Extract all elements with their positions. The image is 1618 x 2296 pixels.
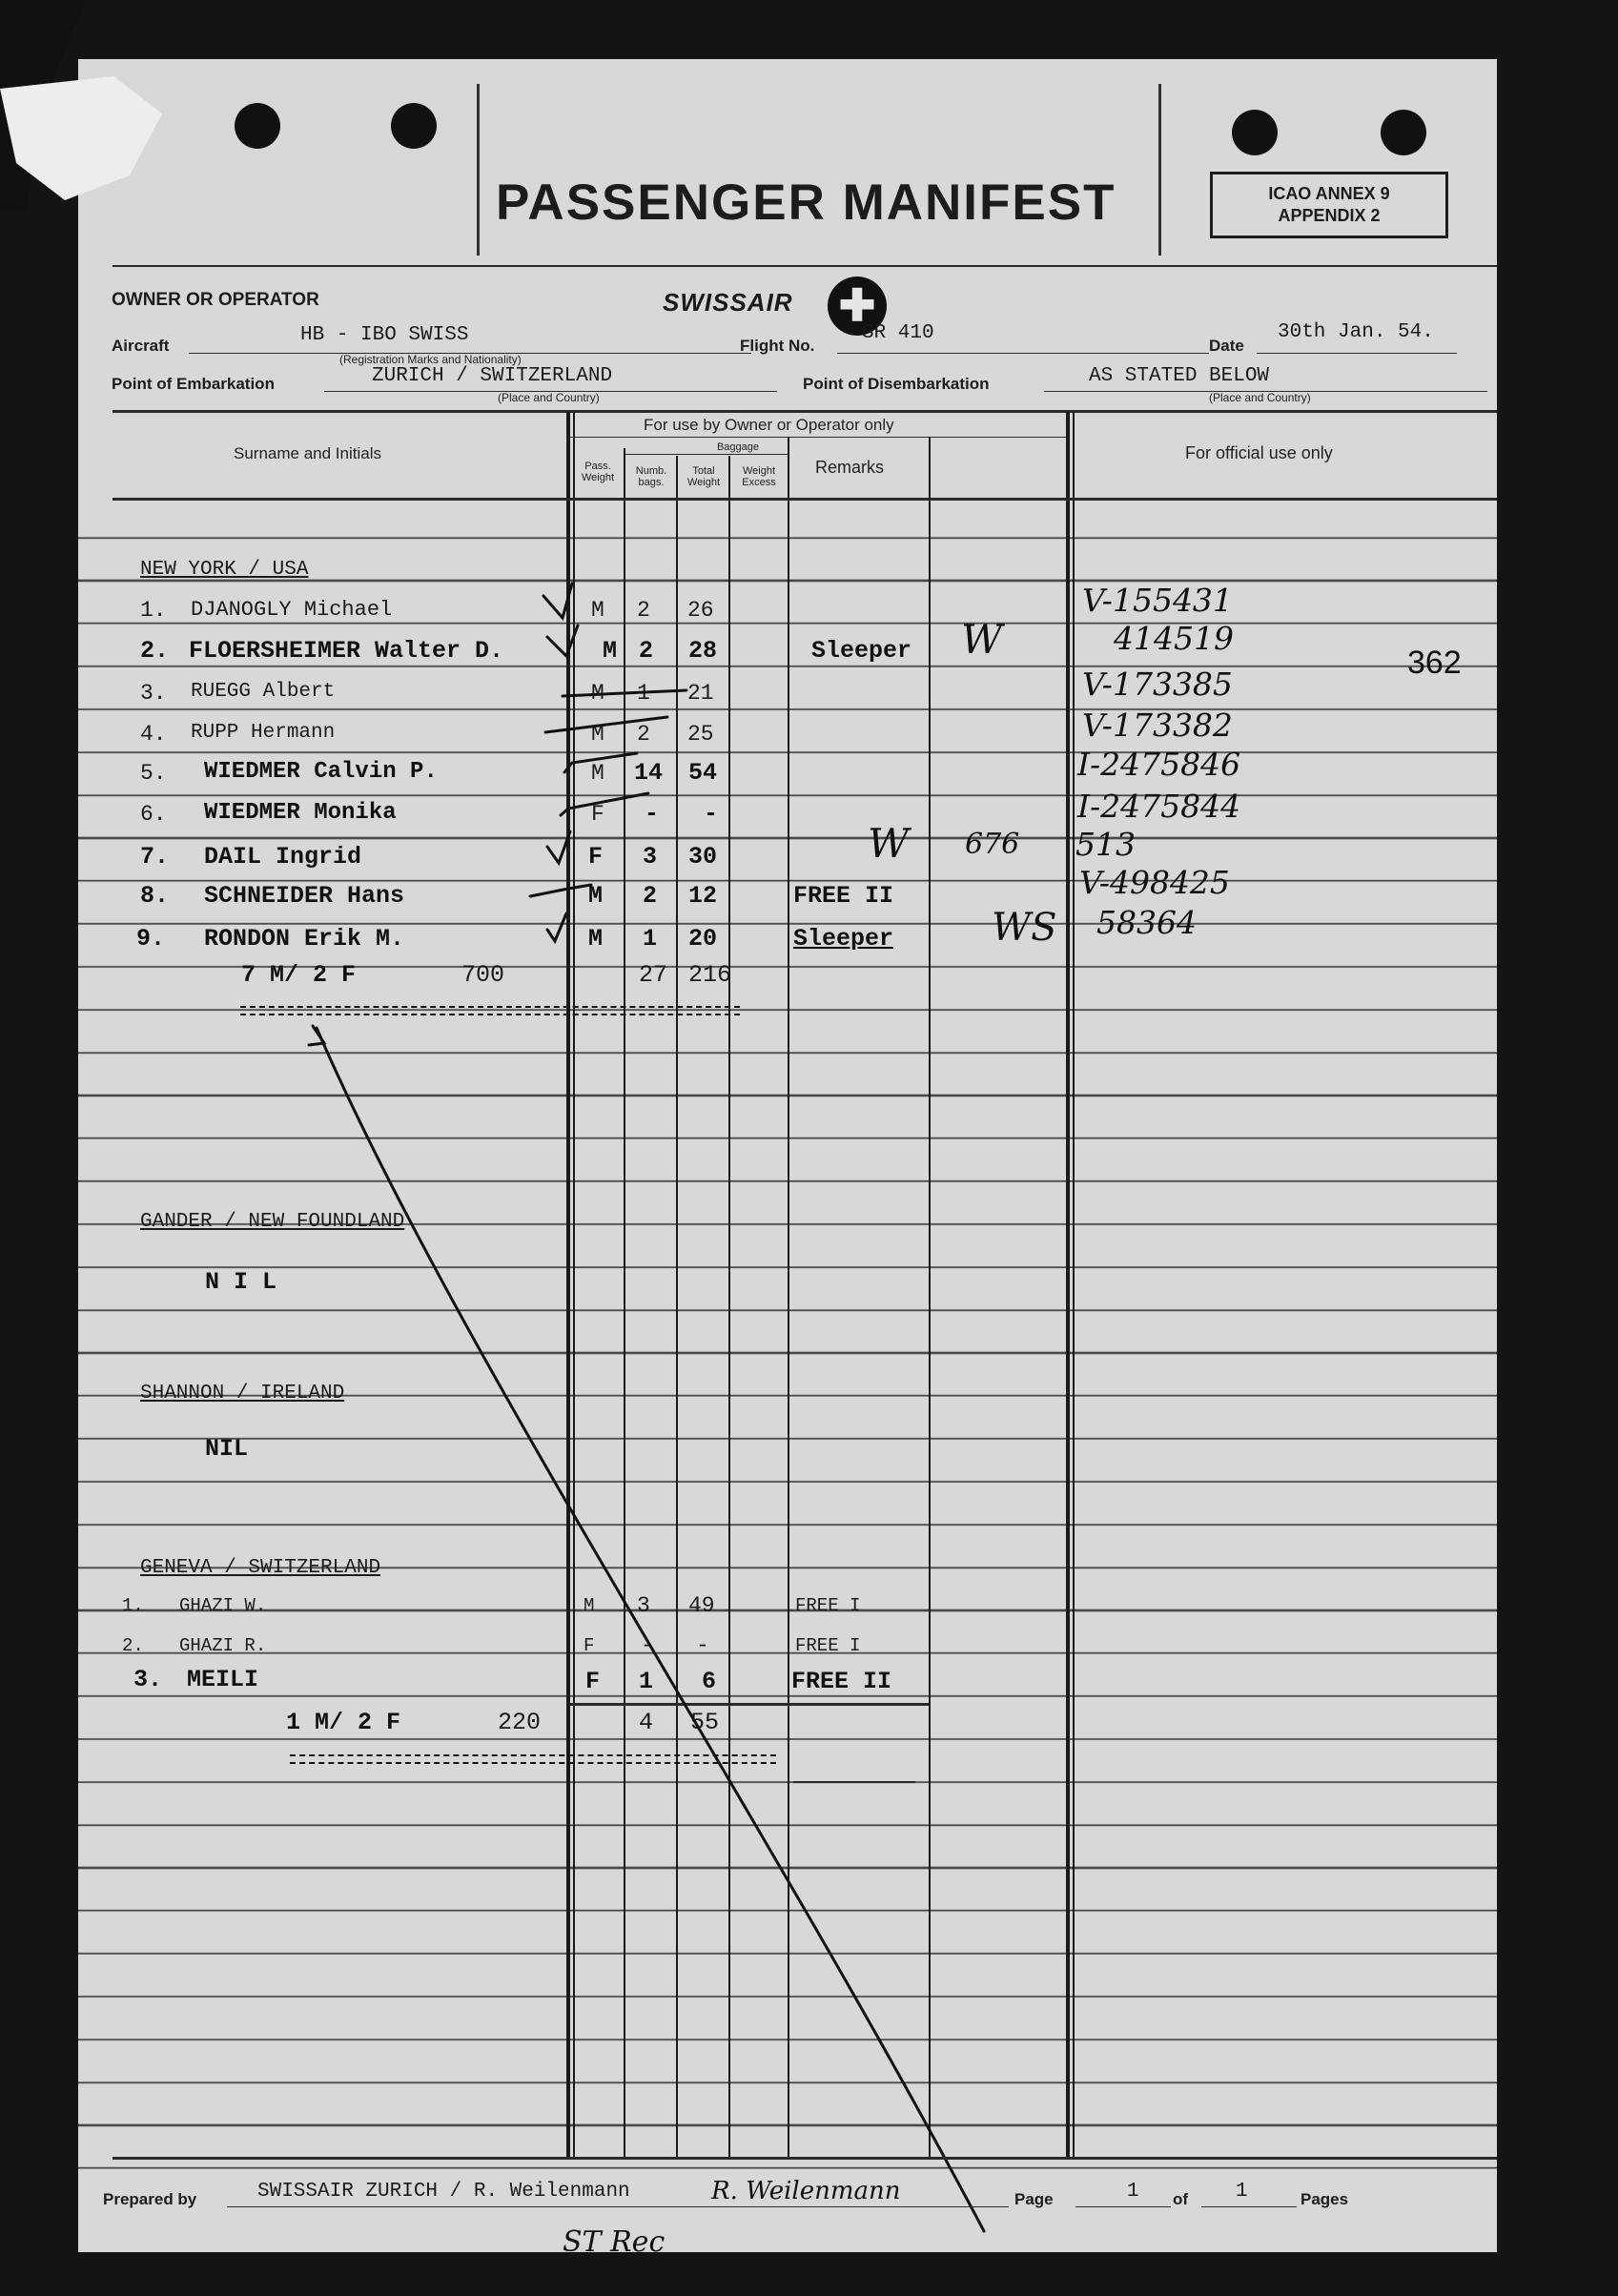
disembarkation-label: Point of Disembarkation — [803, 375, 990, 393]
embarkation-value: ZURICH / SWITZERLAND — [372, 365, 613, 387]
passenger-name: FLOERSHEIMER Walter D. — [189, 637, 504, 665]
total-pass-weight: 220 — [498, 1709, 542, 1736]
tick-mark — [543, 584, 572, 618]
remarks: FREE I — [795, 1635, 861, 1656]
bags-count: 3 — [637, 1593, 650, 1618]
passenger-name: RUPP Hermann — [191, 722, 336, 744]
of-label: of — [1173, 2190, 1189, 2208]
registration-note: (Registration Marks and Nationality) — [339, 353, 522, 366]
bags-weight: 25 — [687, 722, 714, 747]
initials-mark: W — [868, 820, 910, 867]
remarks: FREE II — [791, 1668, 892, 1695]
footer-top-rule — [113, 2157, 1497, 2160]
prepared-by-label: Prepared by — [103, 2190, 197, 2208]
swissair-logo-text: SWISSAIR — [663, 288, 793, 317]
passenger-name: GHAZI W. — [179, 1595, 267, 1616]
page-underline — [1075, 2206, 1171, 2207]
prepared-by-underline — [227, 2206, 1009, 2207]
row-number: 3. — [140, 681, 167, 706]
official-number: V-173385 — [1082, 666, 1233, 703]
tick-mark — [564, 753, 637, 772]
total-bags: 4 — [639, 1709, 654, 1736]
bags-weight: 12 — [688, 882, 718, 910]
row-number: 5. — [140, 761, 167, 786]
passenger-sex: M — [591, 761, 604, 786]
bags-weight: 49 — [688, 1593, 715, 1618]
col-owner-use: For use by Owner or Operator only — [644, 416, 894, 434]
bags-weight: 30 — [688, 843, 718, 871]
passenger-sex: M — [603, 637, 618, 665]
page-label: Page — [1014, 2190, 1054, 2208]
passenger-name: WIEDMER Monika — [204, 800, 397, 826]
col-total-weight: Total Weight — [686, 465, 721, 488]
official-number: I-2475846 — [1077, 746, 1241, 783]
passenger-sex: M — [588, 882, 604, 910]
official-number: V-173382 — [1082, 707, 1233, 744]
passenger-name: WIEDMER Calvin P. — [204, 759, 438, 785]
col-baggage: Baggage — [716, 441, 760, 453]
date-label: Date — [1209, 337, 1244, 355]
page-value: 1 — [1127, 2181, 1139, 2203]
passenger-sex: F — [588, 843, 604, 871]
passenger-name: RUEGG Albert — [191, 681, 336, 703]
bags-weight: - — [696, 1633, 709, 1658]
row-number: 1. — [122, 1595, 144, 1616]
tick-mark — [547, 831, 570, 863]
row-number: 7. — [140, 843, 170, 871]
embarkation-note: (Place and Country) — [498, 391, 600, 404]
strike-mark — [563, 690, 686, 696]
embarkation-label: Point of Embarkation — [112, 375, 275, 393]
col-surname: Surname and Initials — [234, 444, 381, 462]
bags-count: 2 — [639, 637, 654, 665]
bags-count: 2 — [637, 598, 650, 623]
bags-weight: 21 — [687, 681, 714, 706]
signature: R. Weilenmann — [711, 2177, 901, 2205]
flight-label: Flight No. — [740, 337, 815, 355]
official-number: V-498425 — [1079, 864, 1230, 901]
row-number: 2. — [122, 1635, 144, 1656]
section-heading-geneva: GENEVA / SWITZERLAND — [140, 1557, 381, 1579]
bags-weight: 6 — [702, 1668, 717, 1695]
bags-count: 2 — [643, 882, 658, 910]
swiss-cross-icon: ✚ — [828, 277, 887, 336]
icao-line-2: APPENDIX 2 — [1278, 206, 1381, 225]
nil-value: N I L — [205, 1268, 277, 1296]
tick-mark — [561, 793, 648, 815]
section-heading-shannon: SHANNON / IRELAND — [140, 1383, 345, 1404]
passenger-sex: M — [584, 1595, 595, 1616]
passenger-sex: F — [585, 1668, 601, 1695]
of-underline — [1201, 2206, 1297, 2207]
of-value: 1 — [1236, 2181, 1248, 2203]
passenger-name: MEILI — [187, 1666, 259, 1693]
remarks: FREE II — [793, 882, 894, 910]
bags-count: 1 — [639, 1668, 654, 1695]
nil-value: NIL — [205, 1435, 249, 1463]
total-bags: 27 — [639, 961, 668, 989]
section-heading-newyork: NEW YORK / USA — [140, 559, 309, 581]
row-number: 3. — [133, 1666, 163, 1693]
bags-weight: - — [704, 800, 719, 828]
pages-label: Pages — [1301, 2190, 1349, 2208]
row-number: 9. — [136, 925, 166, 953]
row-number: 6. — [140, 802, 167, 827]
total-weight: 55 — [690, 1709, 720, 1736]
col-remarks: Remarks — [815, 458, 885, 477]
margin-page-number: 362 — [1407, 645, 1462, 681]
aircraft-label: Aircraft — [112, 337, 170, 355]
section-heading-gander: GANDER / NEW FOUNDLAND — [140, 1211, 405, 1233]
official-number: 414519 — [1114, 620, 1234, 657]
total-count: 7 M/ 2 F — [241, 961, 357, 989]
bags-count: 1 — [643, 925, 658, 953]
initials-mark: WS — [992, 906, 1057, 950]
total-weight: 216 — [688, 961, 732, 989]
remarks: FREE I — [795, 1595, 861, 1616]
col-official-use: For official use only — [1185, 443, 1333, 462]
date-value: 30th Jan. 54. — [1278, 321, 1434, 343]
bags-weight: 28 — [688, 637, 718, 665]
strike-mark — [545, 717, 667, 732]
total-pass-weight: 700 — [461, 961, 505, 989]
owner-label: OWNER OR OPERATOR — [112, 290, 319, 310]
passenger-sex: F — [584, 1635, 595, 1656]
bags-weight: 20 — [688, 925, 718, 953]
passenger-sex: M — [588, 925, 604, 953]
col-weight-excess: Weight Excess — [742, 465, 776, 488]
col-pass-weight: Pass. Weight — [581, 461, 615, 483]
remarks: Sleeper — [793, 925, 894, 953]
bags-count: 3 — [643, 843, 658, 871]
bags-weight: 54 — [688, 759, 718, 787]
disembarkation-value: AS STATED BELOW — [1089, 365, 1270, 387]
passenger-sex: F — [591, 802, 604, 827]
flight-value: SR 410 — [862, 322, 934, 344]
row-number: 1. — [140, 598, 167, 623]
total-count: 1 M/ 2 F — [286, 1709, 401, 1736]
page-title: PASSENGER MANIFEST — [496, 174, 1116, 231]
official-number: 58364 — [1096, 904, 1197, 941]
initials-mark: W — [961, 616, 1003, 663]
tick-mark — [547, 913, 566, 941]
official-number: I-2475844 — [1077, 788, 1241, 825]
bags-count: - — [641, 1633, 654, 1658]
official-number: 513 — [1075, 826, 1136, 863]
diagonal-line — [317, 1028, 984, 2231]
passenger-name: SCHNEIDER Hans — [204, 882, 405, 910]
passenger-name: RONDON Erik M. — [204, 925, 405, 953]
bags-weight: 26 — [687, 598, 714, 623]
bags-count: 1 — [637, 681, 650, 706]
tick-mark — [530, 885, 591, 896]
disembarkation-note: (Place and Country) — [1209, 391, 1311, 404]
bags-count: - — [645, 800, 660, 828]
bottom-scribble: ST Rec — [563, 2225, 666, 2259]
handwritten-number: 676 — [965, 828, 1020, 861]
col-numb-bags: Numb. bags. — [635, 465, 667, 488]
row-number: 2. — [140, 637, 170, 665]
passenger-name: DAIL Ingrid — [204, 843, 362, 871]
passenger-sex: M — [591, 681, 604, 706]
aircraft-value: HB - IBO SWISS — [300, 324, 469, 346]
official-number: V-155431 — [1082, 582, 1233, 619]
bags-count: 14 — [634, 759, 664, 787]
passenger-sex: M — [591, 722, 604, 747]
row-number: 4. — [140, 722, 167, 747]
passenger-sex: M — [591, 598, 604, 623]
icao-line-1: ICAO ANNEX 9 — [1268, 184, 1390, 203]
remarks: Sleeper — [811, 637, 912, 665]
bags-count: 2 — [637, 722, 650, 747]
row-number: 8. — [140, 882, 170, 910]
passenger-name: GHAZI R. — [179, 1635, 267, 1656]
prepared-by-value: SWISSAIR ZURICH / R. Weilenmann — [257, 2181, 630, 2203]
tick-mark — [547, 625, 578, 656]
passenger-name: DJANOGLY Michael — [191, 598, 393, 622]
